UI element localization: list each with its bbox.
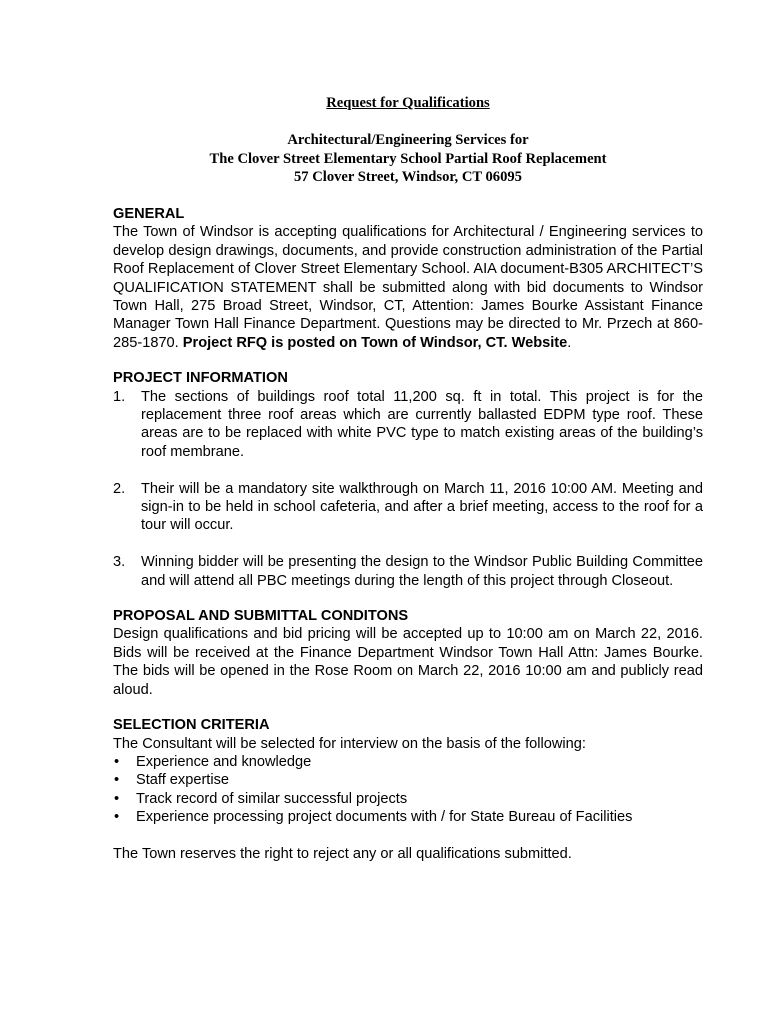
project-item — [113, 388, 703, 462]
criteria-text: Track record of similar successful projects — [136, 790, 408, 807]
closing-statement: The Town reserves the right to reject any or all qualifications submitted. — [113, 845, 572, 862]
project-item-number: 2. — [113, 480, 126, 497]
criteria-text: Staff expertise — [136, 772, 230, 789]
bullet-icon: • — [114, 772, 120, 789]
proposal-section — [113, 607, 703, 699]
document-title: Request for Qualifications — [326, 95, 490, 111]
bullet-icon: • — [114, 809, 120, 826]
document-page — [113, 94, 703, 863]
general-section — [113, 205, 703, 352]
project-item — [113, 480, 703, 535]
list-item — [113, 771, 703, 789]
proposal-heading: PROPOSAL AND SUBMITTAL CONDITONS — [113, 608, 409, 625]
criteria-text: Experience processing project documents with / for State Bureau of Facilities — [136, 809, 633, 826]
general-body — [113, 223, 703, 352]
selection-criteria-list — [113, 753, 703, 827]
general-heading: GENERAL — [113, 205, 185, 222]
project-section — [113, 369, 703, 590]
general-bold-note: Project RFQ is posted on Town of Windsor, CT. Website — [182, 334, 568, 351]
criteria-text: Experience and knowledge — [136, 753, 312, 770]
project-item-text: Winning bidder will be presenting the design to the Windsor Public Building Committee and will attend all PBC meetings during the length of this project through Closeout. — [141, 554, 703, 589]
bullet-icon: • — [114, 753, 120, 770]
proposal-body: Design qualifications and bid pricing will be accepted up to 10:00 am on March 22, 2016. Bids will be received at the Finance Department Windsor Town Hall Attn: James Bourke. The bids will be opened in the Rose Room on March 22, 2016 10:00 am and publicly read aloud. — [113, 626, 703, 698]
document-header — [113, 94, 703, 187]
list-item — [113, 753, 703, 771]
project-item-text: The sections of buildings roof total 11,200 sq. ft in total. This project is for the replacement three roof areas which are currently ballasted EDPM type roof. These areas are to be replaced with white PVC type to match existing areas of the building’s roof membrane. — [141, 388, 703, 460]
project-item-number: 3. — [113, 554, 126, 571]
project-item-number: 1. — [113, 388, 126, 405]
general-text: The Town of Windsor is accepting qualifications for Architectural / Engineering services to develop design drawings, documents, and provide construction administration of the Partial Roof Replacement of Clover Street Elementary School. AIA document-B305 ARCHITECT’S QUALIFICATION STATEMENT shall be submitted along with bid documents to Windsor Town Hall, 275 Broad Street, Windsor, CT, Attention: James Bourke Assistant Finance Manager Town Hall Finance Department. Questions may be directed to Mr. Przech at 860-285-1870. — [113, 224, 703, 351]
bullet-icon: • — [114, 790, 120, 807]
project-heading: PROJECT INFORMATION — [113, 370, 288, 387]
project-item — [113, 553, 703, 590]
general-tail: . — [567, 334, 572, 351]
project-item-text: Their will be a mandatory site walkthrough on March 11, 2016 10:00 AM. Meeting and sign-in to be held in school cafeteria, and after a brief meeting, access to the roof for a tour will occur. — [141, 480, 703, 534]
selection-section — [113, 716, 703, 826]
header-line-address: 57 Clover Street, Windsor, CT 06095 — [294, 169, 522, 186]
list-item — [113, 808, 703, 826]
selection-intro: The Consultant will be selected for interview on the basis of the following: — [113, 735, 586, 752]
list-item — [113, 790, 703, 808]
header-line-project: The Clover Street Elementary School Partial Roof Replacement — [209, 150, 607, 167]
selection-heading: SELECTION CRITERIA — [113, 717, 270, 734]
header-line-services: Architectural/Engineering Services for — [287, 132, 529, 149]
